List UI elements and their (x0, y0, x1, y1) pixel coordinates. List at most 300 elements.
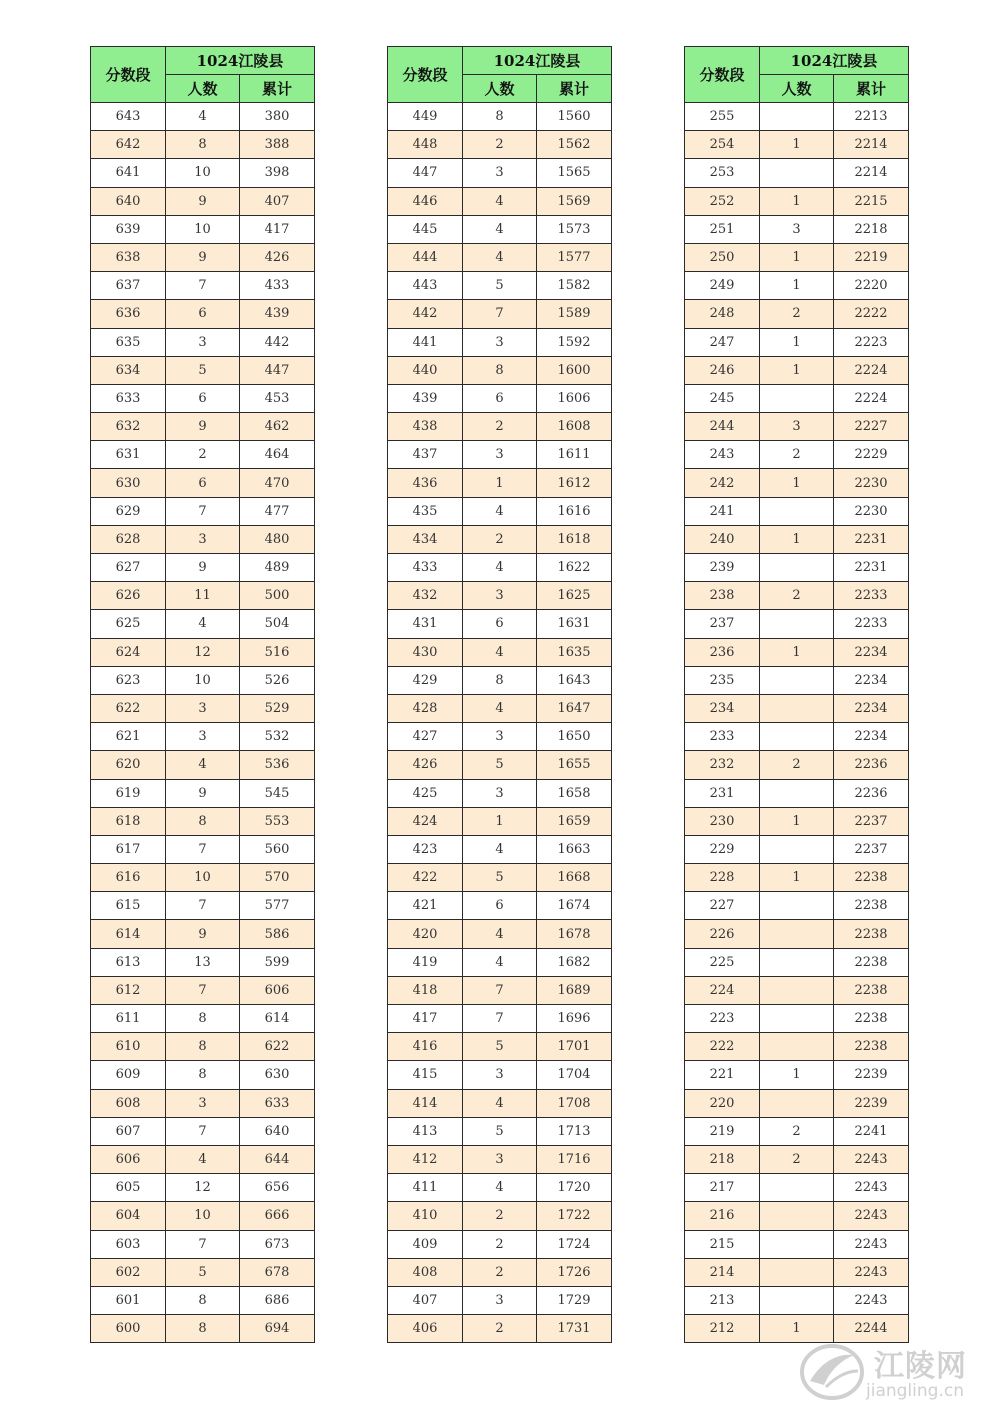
count-cell: 2 (463, 413, 537, 441)
count-cell (760, 976, 834, 1004)
table-row (685, 187, 909, 215)
cumulative-cell: 1731 (537, 1315, 612, 1343)
table-row (388, 469, 612, 497)
score-cell: 449 (388, 103, 463, 131)
score-cell: 621 (91, 723, 166, 751)
cumulative-cell: 673 (240, 1230, 315, 1258)
cumulative-cell: 1631 (537, 610, 612, 638)
table-row (388, 1033, 612, 1061)
count-cell: 1 (760, 356, 834, 384)
count-cell: 8 (166, 1315, 240, 1343)
table-row (388, 610, 612, 638)
table-row (91, 243, 315, 271)
cumulative-cell: 2220 (834, 272, 909, 300)
score-cell: 419 (388, 948, 463, 976)
cumulative-cell: 1589 (537, 300, 612, 328)
score-cell: 223 (685, 1005, 760, 1033)
table-row (388, 413, 612, 441)
table-row (388, 920, 612, 948)
score-cell: 435 (388, 497, 463, 525)
table-row (685, 610, 909, 638)
table-row (91, 751, 315, 779)
cumulative-cell: 453 (240, 384, 315, 412)
cumulative-cell: 417 (240, 215, 315, 243)
table-row (388, 187, 612, 215)
count-cell (760, 779, 834, 807)
score-cell: 254 (685, 131, 760, 159)
count-cell: 3 (463, 582, 537, 610)
table-row (91, 1315, 315, 1343)
watermark-name: 江陵网 (874, 1349, 967, 1384)
table-row (685, 1117, 909, 1145)
cumulative-cell: 2230 (834, 469, 909, 497)
count-cell (760, 920, 834, 948)
table-row (91, 807, 315, 835)
score-header: 分数段 (388, 47, 463, 103)
table-row (685, 892, 909, 920)
table-row (685, 948, 909, 976)
table-row (685, 1258, 909, 1286)
score-cell: 252 (685, 187, 760, 215)
count-cell: 3 (166, 694, 240, 722)
cumulative-cell: 2243 (834, 1258, 909, 1286)
cumulative-cell: 1658 (537, 779, 612, 807)
cumulative-cell: 1582 (537, 272, 612, 300)
count-cell: 8 (166, 1061, 240, 1089)
cumulative-cell: 433 (240, 272, 315, 300)
count-cell: 9 (166, 243, 240, 271)
score-cell: 626 (91, 582, 166, 610)
score-cell: 608 (91, 1089, 166, 1117)
score-cell: 225 (685, 948, 760, 976)
watermark-url: jiangling.cn (866, 1381, 964, 1401)
count-cell (760, 610, 834, 638)
count-cell: 10 (166, 159, 240, 187)
cumulative-cell: 2234 (834, 694, 909, 722)
table-row (685, 384, 909, 412)
score-cell: 245 (685, 384, 760, 412)
table-row (388, 864, 612, 892)
table-row (388, 666, 612, 694)
table-row (685, 272, 909, 300)
count-cell (760, 723, 834, 751)
score-cell: 224 (685, 976, 760, 1004)
count-cell: 8 (166, 807, 240, 835)
count-cell: 8 (166, 1005, 240, 1033)
cumulative-cell: 630 (240, 1061, 315, 1089)
cumulative-header: 累计 (240, 75, 315, 103)
count-cell: 6 (463, 384, 537, 412)
cumulative-cell: 1708 (537, 1089, 612, 1117)
cumulative-cell: 622 (240, 1033, 315, 1061)
table-row (91, 1033, 315, 1061)
cumulative-cell: 656 (240, 1174, 315, 1202)
table-row (388, 779, 612, 807)
score-cell: 247 (685, 328, 760, 356)
score-cell: 620 (91, 751, 166, 779)
count-cell (760, 1089, 834, 1117)
cumulative-cell: 489 (240, 554, 315, 582)
cumulative-cell: 1573 (537, 215, 612, 243)
score-cell: 448 (388, 131, 463, 159)
score-cell: 442 (388, 300, 463, 328)
cumulative-cell: 1726 (537, 1258, 612, 1286)
count-cell (760, 159, 834, 187)
count-cell: 6 (166, 384, 240, 412)
cumulative-cell: 606 (240, 976, 315, 1004)
count-cell: 7 (166, 1117, 240, 1145)
score-cell: 406 (388, 1315, 463, 1343)
score-cell: 610 (91, 1033, 166, 1061)
score-cell: 433 (388, 554, 463, 582)
score-cell: 600 (91, 1315, 166, 1343)
cumulative-cell: 2237 (834, 807, 909, 835)
cumulative-cell: 2243 (834, 1230, 909, 1258)
count-cell: 3 (166, 723, 240, 751)
count-cell: 6 (166, 469, 240, 497)
score-cell: 221 (685, 1061, 760, 1089)
cumulative-cell: 2234 (834, 666, 909, 694)
cumulative-cell: 398 (240, 159, 315, 187)
score-cell: 250 (685, 243, 760, 271)
score-cell: 408 (388, 1258, 463, 1286)
count-cell: 10 (166, 215, 240, 243)
cumulative-cell: 1618 (537, 525, 612, 553)
count-cell: 4 (463, 554, 537, 582)
cumulative-cell: 477 (240, 497, 315, 525)
cumulative-cell: 614 (240, 1005, 315, 1033)
table-row (685, 328, 909, 356)
cumulative-header: 累计 (834, 75, 909, 103)
table-row (685, 976, 909, 1004)
cumulative-cell: 2243 (834, 1286, 909, 1314)
score-cell: 627 (91, 554, 166, 582)
score-cell: 614 (91, 920, 166, 948)
score-cell: 607 (91, 1117, 166, 1145)
count-cell (760, 1258, 834, 1286)
table-row (388, 694, 612, 722)
score-cell: 643 (91, 103, 166, 131)
table-row (388, 1286, 612, 1314)
table-row (91, 976, 315, 1004)
score-cell: 242 (685, 469, 760, 497)
cumulative-cell: 1608 (537, 413, 612, 441)
score-cell: 423 (388, 835, 463, 863)
count-cell (760, 103, 834, 131)
cumulative-cell: 2238 (834, 948, 909, 976)
score-cell: 605 (91, 1174, 166, 1202)
cumulative-cell: 1729 (537, 1286, 612, 1314)
cumulative-cell: 2215 (834, 187, 909, 215)
score-cell: 409 (388, 1230, 463, 1258)
table-row (388, 272, 612, 300)
cumulative-cell: 678 (240, 1258, 315, 1286)
cumulative-cell: 2213 (834, 103, 909, 131)
cumulative-cell: 1611 (537, 441, 612, 469)
score-cell: 636 (91, 300, 166, 328)
count-cell: 1 (760, 243, 834, 271)
table-row (685, 1202, 909, 1230)
score-cell: 606 (91, 1145, 166, 1173)
table-row (685, 554, 909, 582)
count-cell: 2 (463, 1230, 537, 1258)
count-cell: 7 (166, 835, 240, 863)
count-cell: 4 (166, 751, 240, 779)
cumulative-cell: 2238 (834, 1005, 909, 1033)
table-row (91, 694, 315, 722)
score-cell: 619 (91, 779, 166, 807)
score-cell: 239 (685, 554, 760, 582)
score-cell: 424 (388, 807, 463, 835)
score-cell: 413 (388, 1117, 463, 1145)
cumulative-cell: 640 (240, 1117, 315, 1145)
score-cell: 624 (91, 638, 166, 666)
score-cell: 428 (388, 694, 463, 722)
score-cell: 238 (685, 582, 760, 610)
count-cell: 1 (463, 807, 537, 835)
table-row (685, 215, 909, 243)
table-row (388, 976, 612, 1004)
table-row (91, 864, 315, 892)
score-cell: 407 (388, 1286, 463, 1314)
cumulative-cell: 532 (240, 723, 315, 751)
count-cell (760, 835, 834, 863)
cumulative-cell: 1720 (537, 1174, 612, 1202)
score-cell: 243 (685, 441, 760, 469)
count-cell: 1 (760, 272, 834, 300)
count-cell: 4 (463, 920, 537, 948)
table-row (388, 300, 612, 328)
cumulative-cell: 2243 (834, 1174, 909, 1202)
region-header: 1024江陵县 (760, 47, 909, 75)
score-cell: 635 (91, 328, 166, 356)
count-cell: 6 (463, 892, 537, 920)
count-cell (760, 497, 834, 525)
table-row (91, 497, 315, 525)
count-cell (760, 948, 834, 976)
cumulative-cell: 2238 (834, 1033, 909, 1061)
score-cell: 414 (388, 1089, 463, 1117)
score-cell: 601 (91, 1286, 166, 1314)
cumulative-cell: 2214 (834, 131, 909, 159)
score-cell: 638 (91, 243, 166, 271)
cumulative-cell: 462 (240, 413, 315, 441)
count-cell: 2 (760, 300, 834, 328)
count-cell (760, 1202, 834, 1230)
score-cell: 640 (91, 187, 166, 215)
count-cell: 4 (166, 103, 240, 131)
table-row (388, 356, 612, 384)
cumulative-cell: 1724 (537, 1230, 612, 1258)
count-cell: 1 (760, 807, 834, 835)
cumulative-cell: 380 (240, 103, 315, 131)
score-cell: 430 (388, 638, 463, 666)
cumulative-cell: 1713 (537, 1117, 612, 1145)
count-cell: 5 (463, 864, 537, 892)
table-row (388, 948, 612, 976)
count-header: 人数 (463, 75, 537, 103)
count-cell: 3 (463, 1061, 537, 1089)
table-row (91, 1117, 315, 1145)
score-cell: 441 (388, 328, 463, 356)
count-cell (760, 1033, 834, 1061)
score-cell: 612 (91, 976, 166, 1004)
count-cell: 3 (166, 525, 240, 553)
cumulative-cell: 1668 (537, 864, 612, 892)
table-row (388, 554, 612, 582)
table-row (91, 384, 315, 412)
count-cell: 1 (760, 469, 834, 497)
cumulative-cell: 1682 (537, 948, 612, 976)
count-cell: 2 (463, 1315, 537, 1343)
score-cell: 440 (388, 356, 463, 384)
table-row (685, 1061, 909, 1089)
cumulative-cell: 1600 (537, 356, 612, 384)
count-cell: 1 (463, 469, 537, 497)
count-cell: 2 (760, 1117, 834, 1145)
score-cell: 212 (685, 1315, 760, 1343)
cumulative-cell: 526 (240, 666, 315, 694)
table-row (91, 1286, 315, 1314)
table-row (91, 215, 315, 243)
score-cell: 429 (388, 666, 463, 694)
count-cell: 3 (463, 1145, 537, 1173)
count-cell: 7 (166, 976, 240, 1004)
score-cell: 222 (685, 1033, 760, 1061)
cumulative-cell: 545 (240, 779, 315, 807)
score-cell: 623 (91, 666, 166, 694)
table-row (91, 103, 315, 131)
count-cell (760, 384, 834, 412)
table-row (388, 497, 612, 525)
count-cell: 4 (463, 187, 537, 215)
cumulative-cell: 577 (240, 892, 315, 920)
cumulative-cell: 500 (240, 582, 315, 610)
table-row (91, 187, 315, 215)
cumulative-cell: 1655 (537, 751, 612, 779)
score-cell: 251 (685, 215, 760, 243)
table-row (91, 920, 315, 948)
cumulative-cell: 2233 (834, 610, 909, 638)
score-cell: 633 (91, 384, 166, 412)
cumulative-cell: 2236 (834, 751, 909, 779)
cumulative-cell: 2236 (834, 779, 909, 807)
score-table-2 (387, 46, 612, 1343)
score-cell: 604 (91, 1202, 166, 1230)
count-cell: 3 (463, 159, 537, 187)
score-cell: 213 (685, 1286, 760, 1314)
table-row (388, 243, 612, 271)
table-row (91, 300, 315, 328)
table-row (685, 356, 909, 384)
count-cell: 10 (166, 864, 240, 892)
count-cell: 1 (760, 328, 834, 356)
count-cell: 6 (463, 610, 537, 638)
score-cell: 228 (685, 864, 760, 892)
cumulative-cell: 426 (240, 243, 315, 271)
count-cell: 4 (463, 1089, 537, 1117)
count-cell: 12 (166, 638, 240, 666)
table-row (388, 835, 612, 863)
cumulative-cell: 1663 (537, 835, 612, 863)
table-row (91, 272, 315, 300)
cumulative-cell: 447 (240, 356, 315, 384)
cumulative-cell: 2238 (834, 892, 909, 920)
score-cell: 231 (685, 779, 760, 807)
cumulative-cell: 1704 (537, 1061, 612, 1089)
count-cell: 2 (760, 582, 834, 610)
table-row (388, 1061, 612, 1089)
score-cell: 632 (91, 413, 166, 441)
count-cell: 5 (463, 1117, 537, 1145)
table-row (685, 835, 909, 863)
count-cell: 8 (166, 131, 240, 159)
score-cell: 443 (388, 272, 463, 300)
score-cell: 415 (388, 1061, 463, 1089)
cumulative-cell: 480 (240, 525, 315, 553)
count-cell: 1 (760, 131, 834, 159)
score-header: 分数段 (685, 47, 760, 103)
table-row (685, 1033, 909, 1061)
cumulative-cell: 504 (240, 610, 315, 638)
count-cell: 9 (166, 187, 240, 215)
cumulative-cell: 2234 (834, 723, 909, 751)
count-cell: 1 (760, 1315, 834, 1343)
count-cell: 5 (463, 751, 537, 779)
table-row (91, 1258, 315, 1286)
table-row (388, 1005, 612, 1033)
score-cell: 234 (685, 694, 760, 722)
count-cell: 4 (463, 243, 537, 271)
cumulative-cell: 2230 (834, 497, 909, 525)
cumulative-cell: 2239 (834, 1089, 909, 1117)
table-row (91, 723, 315, 751)
score-cell: 411 (388, 1174, 463, 1202)
count-cell: 9 (166, 779, 240, 807)
table-row (91, 610, 315, 638)
cumulative-cell: 1701 (537, 1033, 612, 1061)
cumulative-cell: 1569 (537, 187, 612, 215)
table-row (685, 243, 909, 271)
count-cell: 3 (166, 1089, 240, 1117)
count-cell: 10 (166, 666, 240, 694)
count-cell: 1 (760, 864, 834, 892)
score-cell: 216 (685, 1202, 760, 1230)
table-row (388, 892, 612, 920)
score-cell: 425 (388, 779, 463, 807)
count-cell: 1 (760, 187, 834, 215)
score-cell: 217 (685, 1174, 760, 1202)
count-cell: 8 (463, 356, 537, 384)
table-row (685, 441, 909, 469)
table-row (388, 384, 612, 412)
table-row (91, 1005, 315, 1033)
cumulative-cell: 599 (240, 948, 315, 976)
table-row (91, 835, 315, 863)
score-cell: 630 (91, 469, 166, 497)
count-cell: 4 (463, 694, 537, 722)
table-row (388, 103, 612, 131)
count-cell (760, 1174, 834, 1202)
score-cell: 215 (685, 1230, 760, 1258)
jiangling-logo-icon (796, 1341, 868, 1403)
table-row (388, 638, 612, 666)
score-cell: 255 (685, 103, 760, 131)
cumulative-cell: 464 (240, 441, 315, 469)
cumulative-cell: 644 (240, 1145, 315, 1173)
score-cell: 219 (685, 1117, 760, 1145)
score-cell: 444 (388, 243, 463, 271)
